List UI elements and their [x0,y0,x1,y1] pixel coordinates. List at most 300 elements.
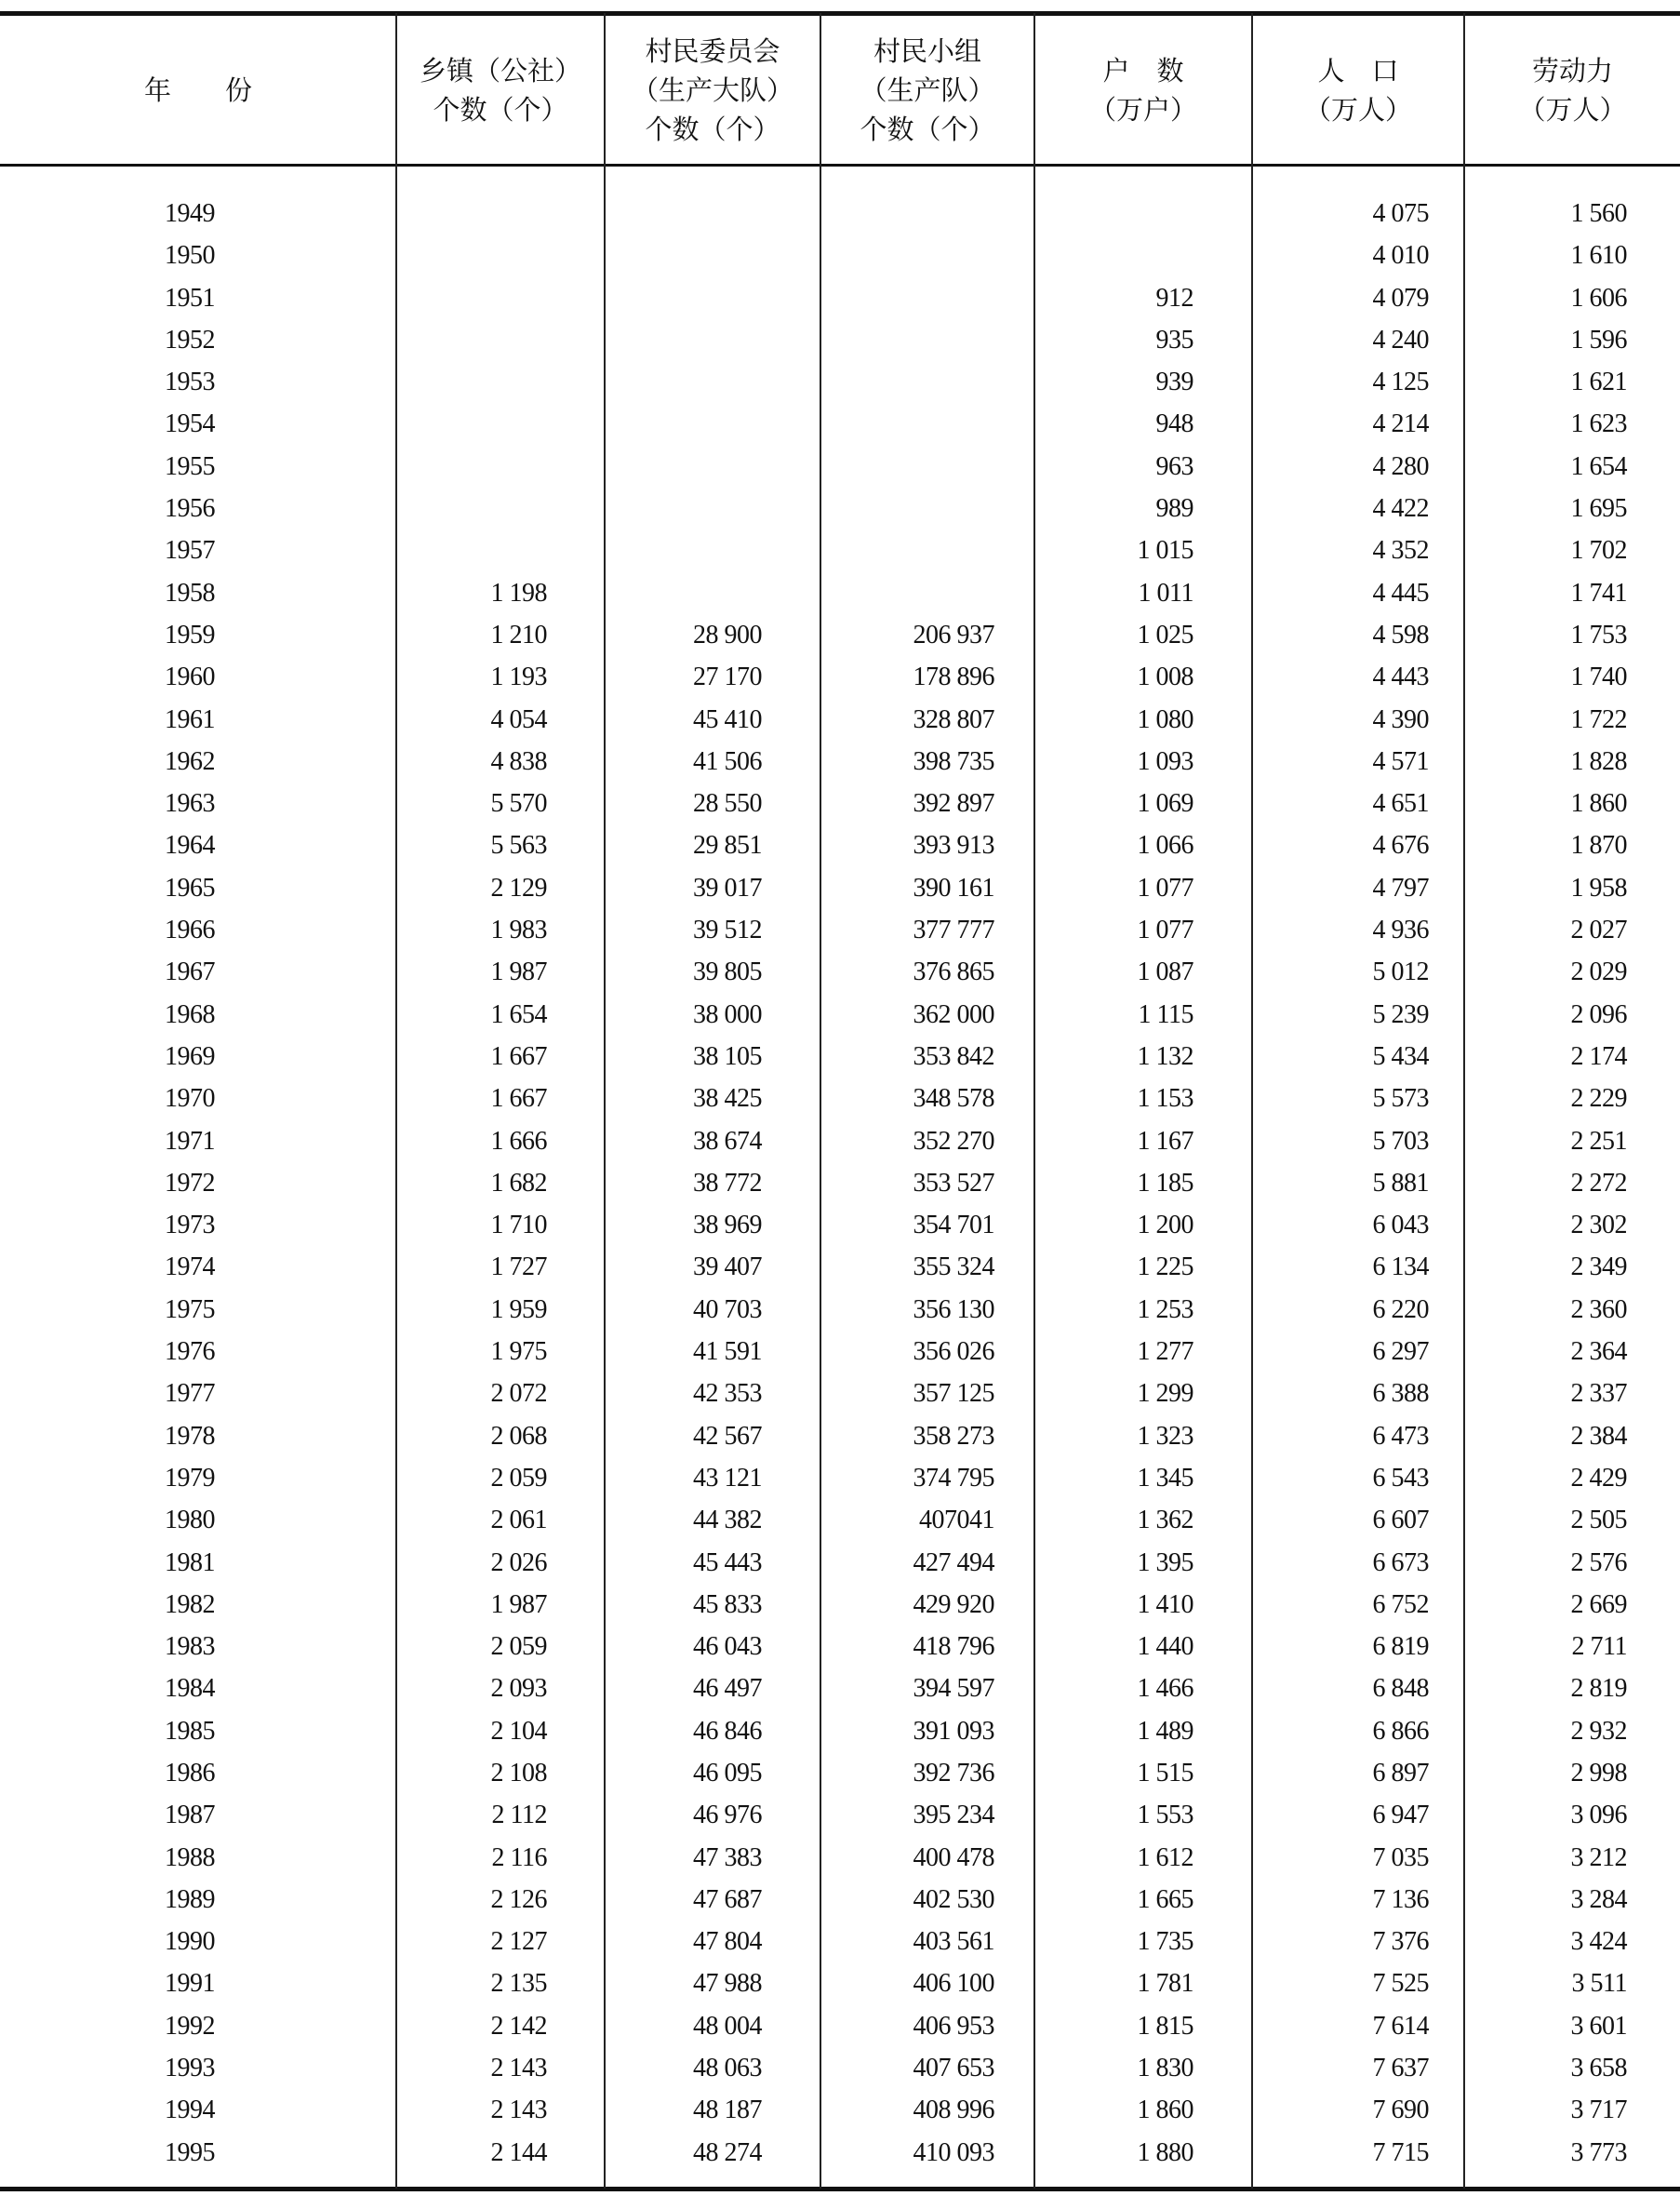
table-cell: 374 795 [913,1463,994,1493]
table-cell: 1973 [165,1211,215,1240]
table-row [0,361,1680,403]
table-cell: 2 576 [1570,1547,1627,1577]
table-row [0,1078,1680,1119]
table-cell: 206 937 [913,620,994,649]
table-cell: 48 004 [693,2011,762,2041]
table-row [0,1499,1680,1541]
table-cell: 1 066 [1137,831,1193,861]
table-cell: 2 029 [1570,957,1627,987]
table-cell: 7 637 [1372,2054,1429,2083]
table-cell: 2 505 [1570,1506,1627,1535]
table-row [0,783,1680,824]
table-row [0,1289,1680,1331]
table-cell: 1 132 [1137,1041,1193,1071]
table-row [0,193,1680,234]
table-cell: 357 125 [913,1379,994,1409]
table-cell: 2 143 [490,2096,547,2125]
table-cell: 38 674 [693,1126,762,1156]
table-row [0,488,1680,529]
table-row [0,529,1680,571]
table-cell: 2 026 [490,1547,547,1577]
table-cell: 2 360 [1570,1294,1627,1324]
table-cell: 4 598 [1372,620,1429,649]
table-cell: 1 781 [1137,1969,1193,1999]
table-cell: 400 478 [913,1842,994,1872]
table-cell: 1962 [165,746,215,776]
table-cell: 1 667 [490,1041,547,1071]
table-cell: 1954 [165,409,215,439]
table-cell: 1 958 [1570,873,1627,903]
header-villager-group-count: 村民小组 （生产队） 个数（个） [860,34,995,145]
table-cell [820,488,1034,529]
table-cell: 948 [1155,409,1193,439]
table-cell [396,446,605,488]
table-cell: 407041 [919,1506,994,1535]
table-cell: 402 530 [913,1884,994,1914]
table-cell: 42 567 [693,1421,762,1451]
table-row [0,572,1680,614]
table-cell: 1 489 [1137,1716,1193,1746]
table-row [0,1120,1680,1162]
table-cell: 2 129 [490,873,547,903]
table-cell: 2 027 [1570,916,1627,945]
table-cell: 6 947 [1372,1801,1429,1830]
table-cell: 1 299 [1137,1379,1193,1409]
table-cell: 1 093 [1137,746,1193,776]
table-cell: 1 198 [490,578,547,608]
table-cell: 4 651 [1372,789,1429,819]
table-row [0,1879,1680,1921]
table-cell: 348 578 [913,1084,994,1114]
table-cell: 2 711 [1571,1632,1627,1662]
table-cell: 1 983 [490,916,547,945]
table-cell: 42 353 [693,1379,762,1409]
table-cell: 6 819 [1372,1632,1429,1662]
table-cell: 6 388 [1372,1379,1429,1409]
table-cell: 353 842 [913,1041,994,1071]
table-cell: 2 068 [490,1421,547,1451]
table-cell: 352 270 [913,1126,994,1156]
table-cell: 1 596 [1570,325,1627,355]
table-row [0,1542,1680,1584]
table-cell: 408 996 [913,2096,994,2125]
table-cell: 390 161 [913,873,994,903]
table-cell: 1 722 [1570,704,1627,734]
table-cell: 7 035 [1372,1842,1429,1872]
table-cell: 1974 [165,1252,215,1282]
table-cell: 48 274 [693,2137,762,2167]
table-cell: 48 187 [693,2096,762,2125]
table-row [0,1837,1680,1879]
table-cell: 394 597 [913,1674,994,1704]
table-cell: 43 121 [693,1463,762,1493]
table-cell: 1950 [165,241,215,271]
table-cell: 1 011 [1138,578,1193,608]
table-cell: 6 473 [1372,1421,1429,1451]
table-cell: 5 881 [1372,1168,1429,1198]
table-row [0,1372,1680,1414]
table-cell: 1 612 [1137,1842,1193,1872]
table-cell: 1 115 [1138,999,1193,1029]
table-cell: 5 563 [490,831,547,861]
table-cell [820,277,1034,319]
table-cell: 1 623 [1570,409,1627,439]
table-cell: 47 988 [693,1969,762,1999]
table-row [0,614,1680,656]
table-cell: 1 323 [1137,1421,1193,1451]
table-cell: 2 135 [490,1969,547,1999]
table-cell: 6 866 [1372,1716,1429,1746]
table-cell: 1951 [165,283,215,313]
table-cell: 3 212 [1570,1842,1627,1872]
header-year: 年 份 [143,74,252,106]
table-cell [605,488,820,529]
table-row [0,741,1680,783]
table-cell: 2 932 [1570,1716,1627,1746]
table-row [0,1584,1680,1626]
table-cell: 4 240 [1372,325,1429,355]
table-cell: 1 682 [490,1168,547,1198]
table-cell: 1963 [165,789,215,819]
table-row [0,1162,1680,1204]
table-cell: 2 059 [490,1463,547,1493]
table-cell: 4 054 [490,704,547,734]
table-cell: 5 434 [1372,1041,1429,1071]
table-cell: 2 072 [490,1379,547,1409]
table-cell: 393 913 [913,831,994,861]
table-cell: 27 170 [693,663,762,692]
table-cell: 1994 [165,2096,215,2125]
table-cell: 5 239 [1372,999,1429,1029]
table-cell: 1960 [165,663,215,692]
table-cell: 328 807 [913,704,994,734]
table-cell: 1964 [165,831,215,861]
table-cell: 3 658 [1570,2054,1627,2083]
table-cell: 4 443 [1372,663,1429,692]
table-cell: 1959 [165,620,215,649]
table-cell: 1988 [165,1842,215,1872]
table-cell [396,234,605,276]
table-row [0,1667,1680,1709]
table-cell: 1 987 [490,957,547,987]
table-cell: 6 220 [1372,1294,1429,1324]
table-cell: 1 077 [1137,873,1193,903]
table-row [0,1752,1680,1794]
table-cell: 1 345 [1137,1463,1193,1493]
table-cell: 398 735 [913,746,994,776]
table-cell: 1 087 [1137,957,1193,987]
table-row [0,1331,1680,1372]
table-cell: 2 126 [490,1884,547,1914]
table-cell: 5 573 [1372,1084,1429,1114]
table-cell: 5 703 [1372,1126,1429,1156]
table-cell: 178 896 [913,663,994,692]
table-cell: 1971 [165,1126,215,1156]
table-cell: 45 833 [693,1589,762,1619]
table-cell: 1965 [165,873,215,903]
table-cell: 1 740 [1570,663,1627,692]
table-cell: 1987 [165,1801,215,1830]
table-cell: 2 104 [490,1716,547,1746]
table-cell: 6 752 [1372,1589,1429,1619]
table-cell: 39 512 [693,916,762,945]
table-cell: 1976 [165,1337,215,1367]
table-cell [820,319,1034,361]
table-cell: 2 096 [1570,999,1627,1029]
table-cell: 3 601 [1570,2011,1627,2041]
table-row [0,234,1680,276]
table-cell: 46 043 [693,1632,762,1662]
table-cell: 1979 [165,1463,215,1493]
table-cell: 376 865 [913,957,994,987]
table-cell: 1 440 [1137,1632,1193,1662]
table-cell: 1 860 [1137,2096,1193,2125]
table-cell: 4 079 [1372,283,1429,313]
table-cell: 418 796 [913,1632,994,1662]
table-cell [605,234,820,276]
table-cell: 395 234 [913,1801,994,1830]
table-cell: 356 026 [913,1337,994,1367]
table-cell: 7 715 [1372,2137,1429,2167]
table-cell: 2 384 [1570,1421,1627,1451]
table-cell: 1977 [165,1379,215,1409]
table-cell: 47 687 [693,1884,762,1914]
table-cell: 1 667 [490,1084,547,1114]
table-cell: 39 407 [693,1252,762,1282]
table-cell: 4 797 [1372,873,1429,903]
table-cell: 3 424 [1570,1927,1627,1957]
table-cell: 1 395 [1137,1547,1193,1577]
table-cell: 407 653 [913,2054,994,2083]
table-row [0,1204,1680,1246]
table-cell: 1 870 [1570,831,1627,861]
table-cell [605,193,820,234]
header-population: 人 口 （万人） [1303,54,1412,126]
table-cell: 1 666 [490,1126,547,1156]
table-cell: 1 025 [1137,620,1193,649]
table-row [0,403,1680,445]
table-cell: 1 975 [490,1337,547,1367]
table-cell: 6 543 [1372,1463,1429,1493]
table-cell: 5 570 [490,789,547,819]
table-cell: 1 410 [1137,1589,1193,1619]
table-cell: 1 830 [1137,2054,1193,2083]
table-cell: 4 838 [490,746,547,776]
table-cell: 2 272 [1570,1168,1627,1198]
table-cell: 1 654 [1570,451,1627,481]
table-cell: 1995 [165,2137,215,2167]
table-cell: 1966 [165,916,215,945]
table-cell: 2 061 [490,1506,547,1535]
table-row [0,319,1680,361]
table-cell: 2 116 [491,1842,547,1872]
table-cell: 29 851 [693,831,762,861]
table-cell: 356 130 [913,1294,994,1324]
table-cell: 1957 [165,536,215,566]
table-cell: 362 000 [913,999,994,1029]
table-cell: 1 200 [1137,1211,1193,1240]
table-cell: 935 [1155,325,1193,355]
table-cell: 1989 [165,1884,215,1914]
table-cell [605,529,820,571]
table-cell: 406 100 [913,1969,994,1999]
table-cell: 1 362 [1137,1506,1193,1535]
table-cell: 1970 [165,1084,215,1114]
table-cell: 1 727 [490,1252,547,1282]
table-cell: 6 134 [1372,1252,1429,1282]
table-cell: 429 920 [913,1589,994,1619]
table-row [0,951,1680,993]
header-township-count: 乡镇（公社） 个数（个） [419,54,581,126]
table-cell [396,403,605,445]
table-cell: 1992 [165,2011,215,2041]
table-cell: 1 610 [1570,241,1627,271]
table-cell: 1975 [165,1294,215,1324]
table-header-rule [0,164,1680,167]
table-cell: 7 525 [1372,1969,1429,1999]
header-labor-force: 劳动力 （万人） [1518,54,1627,126]
table-cell: 4 676 [1372,831,1429,861]
table-cell [1034,193,1252,234]
table-cell: 912 [1155,283,1193,313]
table-row [0,699,1680,741]
table-cell: 410 093 [913,2137,994,2167]
table-cell: 2 349 [1570,1252,1627,1282]
table-cell: 1 008 [1137,663,1193,692]
table-cell: 1 665 [1137,1884,1193,1914]
table-cell: 3 717 [1570,2096,1627,2125]
table-cell: 47 383 [693,1842,762,1872]
table-cell [1034,234,1252,276]
table-cell: 391 093 [913,1716,994,1746]
table-cell: 1 959 [490,1294,547,1324]
table-cell [820,572,1034,614]
table-cell: 403 561 [913,1927,994,1957]
table-cell: 392 897 [913,789,994,819]
table-cell [396,319,605,361]
table-cell: 1978 [165,1421,215,1451]
table-cell: 1 860 [1570,789,1627,819]
table-cell: 963 [1155,451,1193,481]
table-cell: 1967 [165,957,215,987]
table-cell: 4 214 [1372,409,1429,439]
table-cell [820,529,1034,571]
table-cell: 1 167 [1137,1126,1193,1156]
table-cell: 38 425 [693,1084,762,1114]
table-cell: 1 753 [1570,620,1627,649]
table-cell: 2 302 [1570,1211,1627,1240]
table-cell: 3 511 [1571,1969,1627,1999]
table-cell: 6 607 [1372,1506,1429,1535]
table-row [0,1710,1680,1752]
table-cell: 1 210 [490,620,547,649]
table-cell [396,277,605,319]
table-cell: 6 848 [1372,1674,1429,1704]
table-cell: 46 497 [693,1674,762,1704]
table-cell: 2 174 [1570,1041,1627,1071]
table-cell [605,319,820,361]
table-cell: 40 703 [693,1294,762,1324]
table-cell: 44 382 [693,1506,762,1535]
table-cell: 46 846 [693,1716,762,1746]
table-cell: 28 900 [693,620,762,649]
table-cell: 41 506 [693,746,762,776]
table-cell: 1 695 [1570,494,1627,524]
table-cell: 1 741 [1570,578,1627,608]
table-row [0,1962,1680,2004]
table-cell [605,572,820,614]
table-cell [820,403,1034,445]
table-cell: 1 277 [1137,1337,1193,1367]
table-cell: 1991 [165,1969,215,1999]
table-cell: 4 075 [1372,199,1429,228]
table-cell: 2 059 [490,1632,547,1662]
table-cell: 1955 [165,451,215,481]
table-cell: 1 621 [1570,368,1627,397]
table-cell [396,193,605,234]
table-cell: 989 [1155,494,1193,524]
table-row [0,1626,1680,1667]
header-households: 户 数 （万户） [1088,54,1197,126]
table-cell: 2 429 [1570,1463,1627,1493]
table-cell: 7 136 [1372,1884,1429,1914]
table-cell [605,277,820,319]
table-row [0,2005,1680,2047]
table-cell: 6 673 [1372,1547,1429,1577]
table-cell: 1984 [165,1674,215,1704]
table-cell: 45 410 [693,704,762,734]
table-cell: 46 976 [693,1801,762,1830]
table-cell: 1 185 [1137,1168,1193,1198]
table-cell: 1961 [165,704,215,734]
table-cell: 406 953 [913,2011,994,2041]
table-cell [605,361,820,403]
table-cell [820,446,1034,488]
table-cell: 46 095 [693,1758,762,1788]
table-row [0,277,1680,319]
table-cell: 4 390 [1372,704,1429,734]
table-cell: 1 253 [1137,1294,1193,1324]
table-cell: 2 669 [1570,1589,1627,1619]
table-row [0,1457,1680,1499]
table-cell: 1980 [165,1506,215,1535]
table-row [0,1921,1680,1962]
table-cell [396,488,605,529]
table-cell: 2 998 [1570,1758,1627,1788]
table-row [0,1036,1680,1078]
table-cell [820,234,1034,276]
table-cell: 1990 [165,1927,215,1957]
table-cell: 2 093 [490,1674,547,1704]
table-cell: 2 229 [1570,1084,1627,1114]
table-cell: 6 297 [1372,1337,1429,1367]
table-cell: 1 193 [490,663,547,692]
table-cell: 1983 [165,1632,215,1662]
table-cell: 2 127 [490,1927,547,1957]
table-cell: 377 777 [913,916,994,945]
table-row [0,1794,1680,1836]
table-row [0,2132,1680,2174]
table-cell [396,529,605,571]
table-cell [605,403,820,445]
table-cell: 2 337 [1570,1379,1627,1409]
table-cell: 1981 [165,1547,215,1577]
table-cell: 355 324 [913,1252,994,1282]
table-cell: 1 069 [1137,789,1193,819]
table-cell: 1 225 [1137,1252,1193,1282]
table-cell: 1 828 [1570,746,1627,776]
table-row [0,1246,1680,1288]
